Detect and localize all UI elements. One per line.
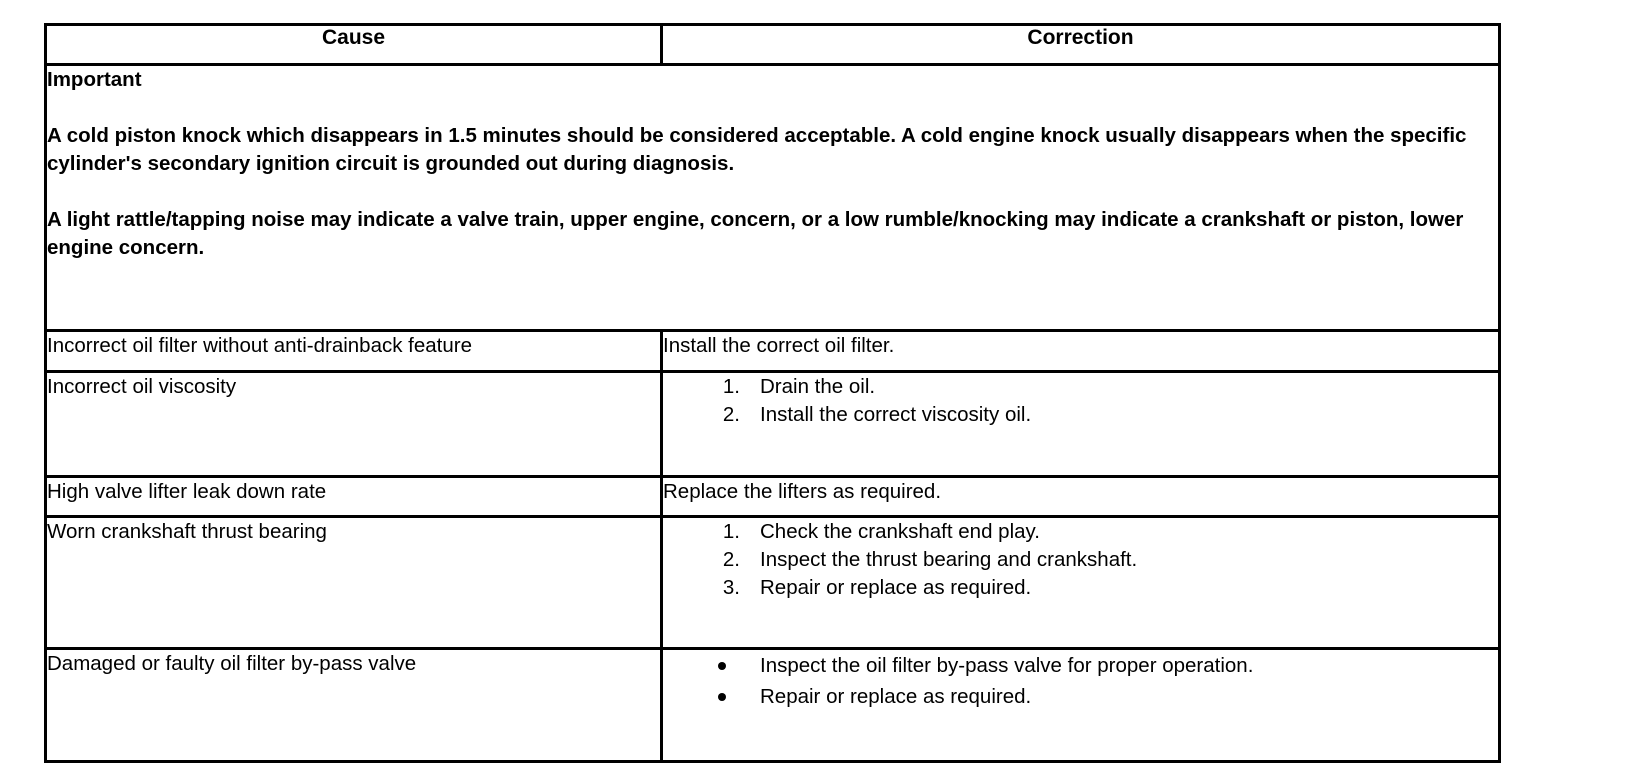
step-item xyxy=(663,401,1498,429)
step-text: Drain the oil. xyxy=(760,375,876,398)
header-correction: Correction xyxy=(662,25,1500,65)
table-row xyxy=(46,649,1500,762)
header-row xyxy=(46,25,1500,65)
important-title: Important xyxy=(47,68,142,91)
cause-cell: High valve lifter leak down rate xyxy=(46,477,662,517)
bullet-icon xyxy=(718,693,726,701)
step-item xyxy=(663,546,1498,574)
step-item xyxy=(663,574,1498,602)
step-item xyxy=(663,518,1498,546)
table-row xyxy=(46,372,1500,477)
step-number: 3. xyxy=(722,576,740,599)
cause-cell: Damaged or faulty oil filter by-pass valve xyxy=(46,649,662,762)
header-cause: Cause xyxy=(46,25,662,65)
bullet-text: Repair or replace as required. xyxy=(760,685,1032,708)
cause-cell: Incorrect oil viscosity xyxy=(46,372,662,477)
diagnosis-table xyxy=(44,23,1501,763)
step-number: 1. xyxy=(722,375,740,398)
cause-cell: Incorrect oil filter without anti-drainback feature xyxy=(46,331,662,372)
important-note xyxy=(46,65,1500,331)
bullet-text: Inspect the oil filter by-pass valve for proper operation. xyxy=(760,654,1254,677)
important-paragraph: A cold piston knock which disappears in 1.5 minutes should be considered acceptable. A cold engine knock usually disappears when the specific cylinder's secondary ignition circuit is grounded out during diagnosis. xyxy=(47,124,1467,175)
bullet-item xyxy=(663,650,1498,681)
correction-cell xyxy=(662,517,1500,649)
correction-cell: Install the correct oil filter. xyxy=(662,331,1500,372)
step-number: 2. xyxy=(722,403,740,426)
table-row xyxy=(46,517,1500,649)
step-text: Repair or replace as required. xyxy=(760,576,1032,599)
step-item xyxy=(663,373,1498,401)
correction-cell xyxy=(662,372,1500,477)
bullet-item xyxy=(663,681,1498,712)
bullet-icon xyxy=(718,662,726,670)
table-row xyxy=(46,477,1500,517)
correction-cell: Replace the lifters as required. xyxy=(662,477,1500,517)
important-paragraph: A light rattle/tapping noise may indicate a valve train, upper engine, concern, or a low rumble/knocking may indicate a crankshaft or piston, lower engine concern. xyxy=(47,208,1464,259)
table-row xyxy=(46,331,1500,372)
step-list xyxy=(663,518,1498,602)
important-row xyxy=(46,65,1500,331)
step-text: Install the correct viscosity oil. xyxy=(760,403,1032,426)
cause-cell: Worn crankshaft thrust bearing xyxy=(46,517,662,649)
step-text: Inspect the thrust bearing and crankshaft. xyxy=(760,548,1138,571)
step-number: 1. xyxy=(722,520,740,543)
step-text: Check the crankshaft end play. xyxy=(760,520,1040,543)
bullet-list xyxy=(663,650,1498,712)
step-list xyxy=(663,373,1498,429)
step-number: 2. xyxy=(722,548,740,571)
correction-cell xyxy=(662,649,1500,762)
